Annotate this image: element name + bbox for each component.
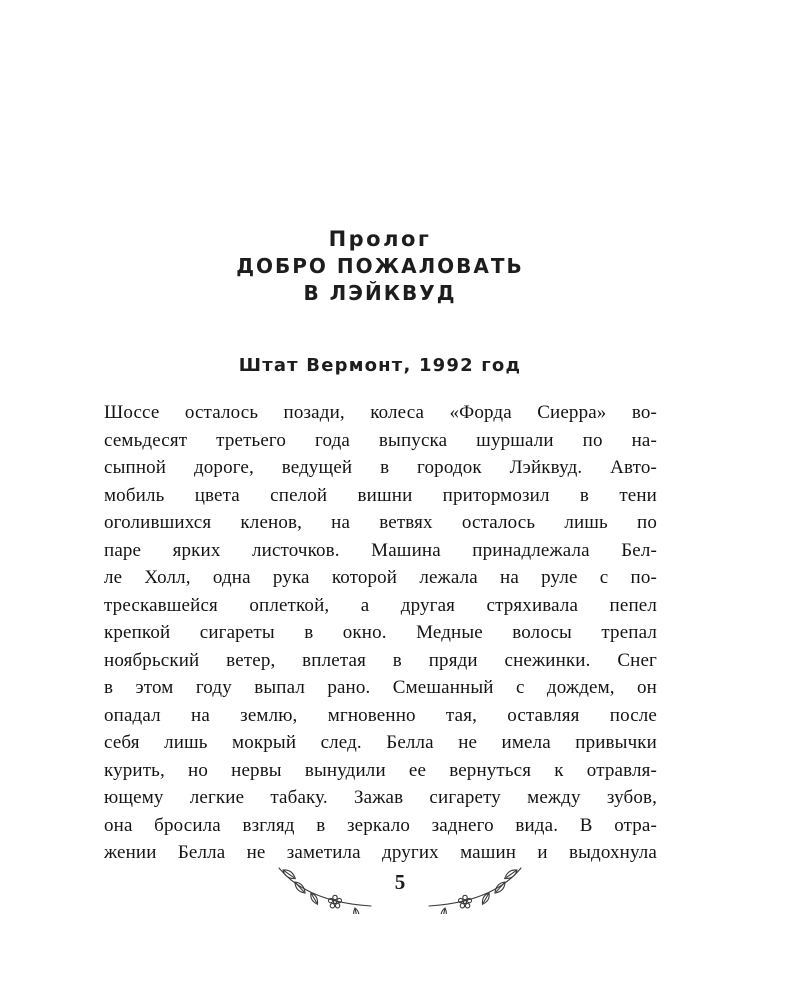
leaf-garland-left-icon: [273, 862, 377, 914]
body-line: она бросила взгляд в зеркало заднего вида. В отра-: [104, 814, 657, 836]
chapter-subtitle-line2: В ЛЭЙКВУД: [303, 281, 457, 305]
body-line: опадал на землю, мгновенно тая, оставляя после: [104, 704, 657, 726]
body-line: крепкой сигареты в окно. Медные волосы трепал: [104, 622, 657, 643]
chapter-subtitle-line1: ДОБРО ПОЖАЛОВАТЬ: [236, 254, 524, 278]
body-line: жении Белла не заметила других машин и выдохнула: [104, 842, 657, 863]
chapter-heading: [100, 226, 660, 307]
page-footer: [0, 862, 800, 914]
body-line: оголившихся кленов, на ветвях осталось лишь по: [104, 512, 657, 533]
body-line: в этом году выпал рано. Смешанный с дождем, он: [104, 677, 657, 698]
leaf-garland-right-icon: [423, 862, 527, 914]
body-line: трескавшейся оплеткой, а другая стряхивала пепел: [104, 594, 657, 616]
body-line: ле Холл, одна рука которой лежала на руле с по-: [104, 567, 657, 588]
body-line: паре ярких листочков. Машина принадлежала Бел-: [104, 539, 657, 561]
body-line: сыпной дороге, ведущей в городок Лэйквуд. Авто-: [104, 457, 657, 478]
body-line: ноябрьский ветер, вплетая в пряди снежинки. Снег: [104, 649, 657, 671]
body-line: ющему легкие табаку. Зажав сигарету между зубов,: [104, 787, 657, 808]
body-text: [104, 399, 657, 867]
scene-setting-line: Штат Вермонт, 1992 год: [238, 355, 522, 376]
page-number: 5: [394, 869, 406, 894]
body-line: Шоссе осталось позади, колеса «Форда Сиерра» во-: [104, 402, 657, 423]
body-line: мобиль цвета спелой вишни притормозил в тени: [104, 484, 657, 506]
body-line: себя лишь мокрый след. Белла не имела привычки: [104, 732, 657, 753]
body-line: семьдесят третьего года выпуска шуршали по на-: [104, 429, 657, 451]
body-line: курить, но нервы вынудили ее вернуться к отравля-: [104, 759, 657, 781]
chapter-title: Пролог: [328, 227, 432, 251]
